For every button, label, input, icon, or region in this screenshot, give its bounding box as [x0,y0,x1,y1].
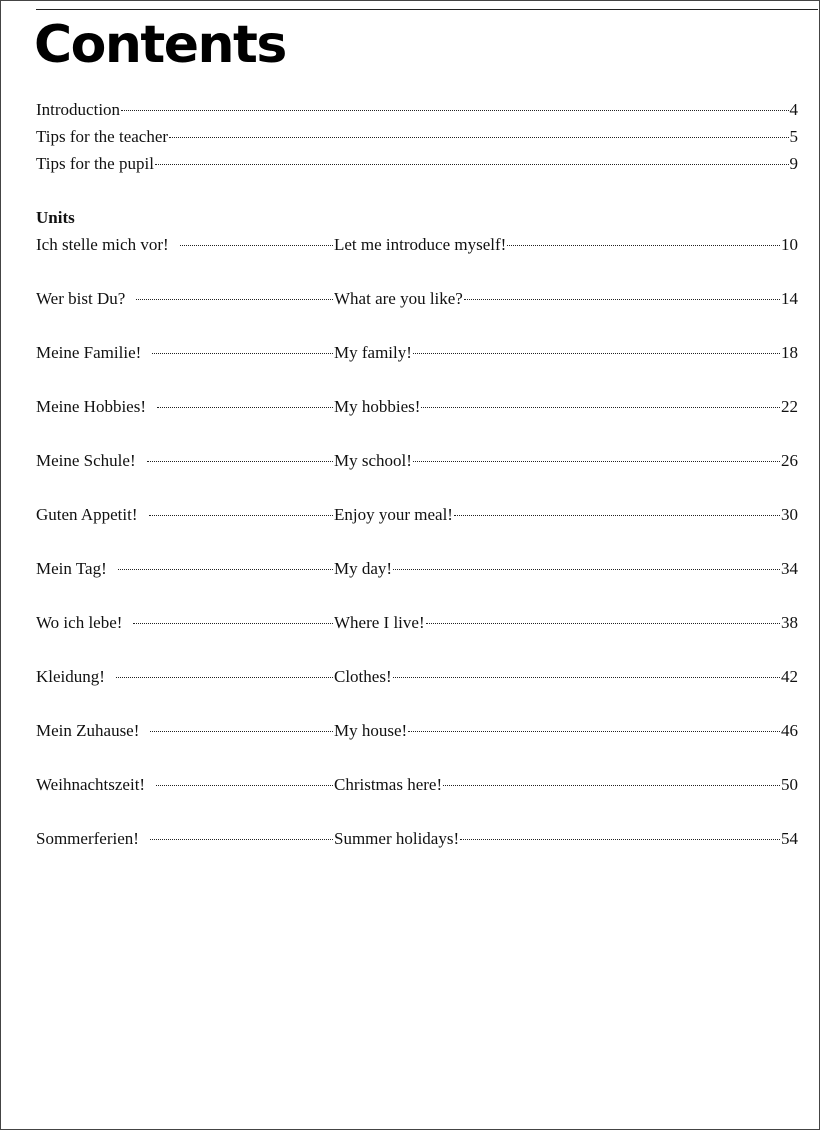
german-title: Sommerferien! [36,829,139,848]
dot-leader [150,731,333,732]
dot-leader [149,515,333,516]
dot-leader [393,677,780,678]
german-title-cell [36,397,334,417]
english-title-cell [334,289,798,309]
unit-row [36,397,798,451]
german-title-cell [36,235,334,255]
unit-row [36,775,798,829]
english-title-cell [334,235,798,255]
dot-leader [426,623,780,624]
english-title-cell [334,397,798,417]
dot-leader [443,785,780,786]
german-title-cell [36,667,334,687]
unit-page: 46 [781,721,798,740]
units-list [36,235,798,883]
german-title-cell [36,775,334,795]
english-title: My school! [334,451,412,470]
german-title: Mein Tag! [36,559,107,578]
english-title: My day! [334,559,393,578]
german-title-cell [36,451,334,471]
dot-leader [408,731,780,732]
front-matter-list [36,100,798,181]
toc-entry [36,127,798,154]
english-title-cell [334,829,798,849]
page-title: Contents [34,15,286,75]
unit-page: 54 [781,829,798,848]
german-title-cell [36,613,334,633]
unit-row [36,721,798,775]
dot-leader [136,299,333,300]
english-title-cell [334,775,798,795]
units-heading: Units [36,208,75,227]
english-title: My hobbies! [334,397,421,416]
unit-row [36,235,798,289]
unit-row [36,559,798,613]
dot-leader [413,461,780,462]
dot-leader [421,407,780,408]
english-title: What are you like? [334,289,463,308]
unit-page: 18 [781,343,798,362]
unit-page: 22 [781,397,798,416]
english-title: Enjoy your meal! [334,505,453,524]
entry-label: Tips for the pupil [36,154,154,173]
english-title-cell [334,451,798,471]
german-title-cell [36,559,334,579]
english-title-cell [334,559,798,579]
toc-entry [36,100,798,127]
dot-leader [393,569,780,570]
dot-leader [156,785,333,786]
german-title: Weihnachtszeit! [36,775,146,794]
unit-row [36,613,798,667]
dot-leader [460,839,780,840]
unit-row [36,505,798,559]
dot-leader [464,299,780,300]
dot-leader [121,110,788,111]
dot-leader [118,569,333,570]
entry-page: 9 [789,154,798,173]
german-title: Mein Zuhause! [36,721,140,740]
unit-row [36,451,798,505]
english-title: My family! [334,343,412,362]
german-title: Kleidung! [36,667,105,686]
unit-page: 14 [781,289,798,308]
german-title: Wer bist Du? [36,289,126,308]
dot-leader [150,839,333,840]
dot-leader [169,137,788,138]
entry-label: Introduction [36,100,121,119]
german-title: Guten Appetit! [36,505,138,524]
german-title: Wo ich lebe! [36,613,123,632]
dot-leader [147,461,333,462]
english-title-cell [334,343,798,363]
dot-leader [116,677,333,678]
german-title-cell [36,343,334,363]
dot-leader [157,407,333,408]
german-title-cell [36,505,334,525]
english-title-cell [334,613,798,633]
german-title: Meine Familie! [36,343,142,362]
unit-page: 34 [781,559,798,578]
unit-page: 42 [781,667,798,686]
dot-leader [454,515,780,516]
english-title-cell [334,721,798,741]
german-title: Meine Schule! [36,451,136,470]
unit-page: 26 [781,451,798,470]
unit-row [36,829,798,883]
unit-row [36,667,798,721]
english-title: Where I live! [334,613,425,632]
entry-page: 5 [789,127,798,146]
english-title: Summer holidays! [334,829,460,848]
english-title: My house! [334,721,408,740]
german-title: Ich stelle mich vor! [36,235,169,254]
english-title: Christmas here! [334,775,443,794]
unit-page: 50 [781,775,798,794]
german-title-cell [36,289,334,309]
german-title-cell [36,829,334,849]
english-title-cell [334,667,798,687]
top-rule [36,9,818,10]
dot-leader [180,245,333,246]
dot-leader [133,623,333,624]
entry-page: 4 [789,100,798,119]
dot-leader [152,353,333,354]
unit-page: 10 [781,235,798,254]
unit-row [36,289,798,343]
dot-leader [413,353,780,354]
toc-entry [36,154,798,181]
entry-label: Tips for the teacher [36,127,169,146]
german-title-cell [36,721,334,741]
unit-row [36,343,798,397]
english-title: Let me introduce myself! [334,235,507,254]
unit-page: 30 [781,505,798,524]
dot-leader [507,245,780,246]
english-title-cell [334,505,798,525]
dot-leader [155,164,789,165]
unit-page: 38 [781,613,798,632]
english-title: Clothes! [334,667,392,686]
german-title: Meine Hobbies! [36,397,147,416]
